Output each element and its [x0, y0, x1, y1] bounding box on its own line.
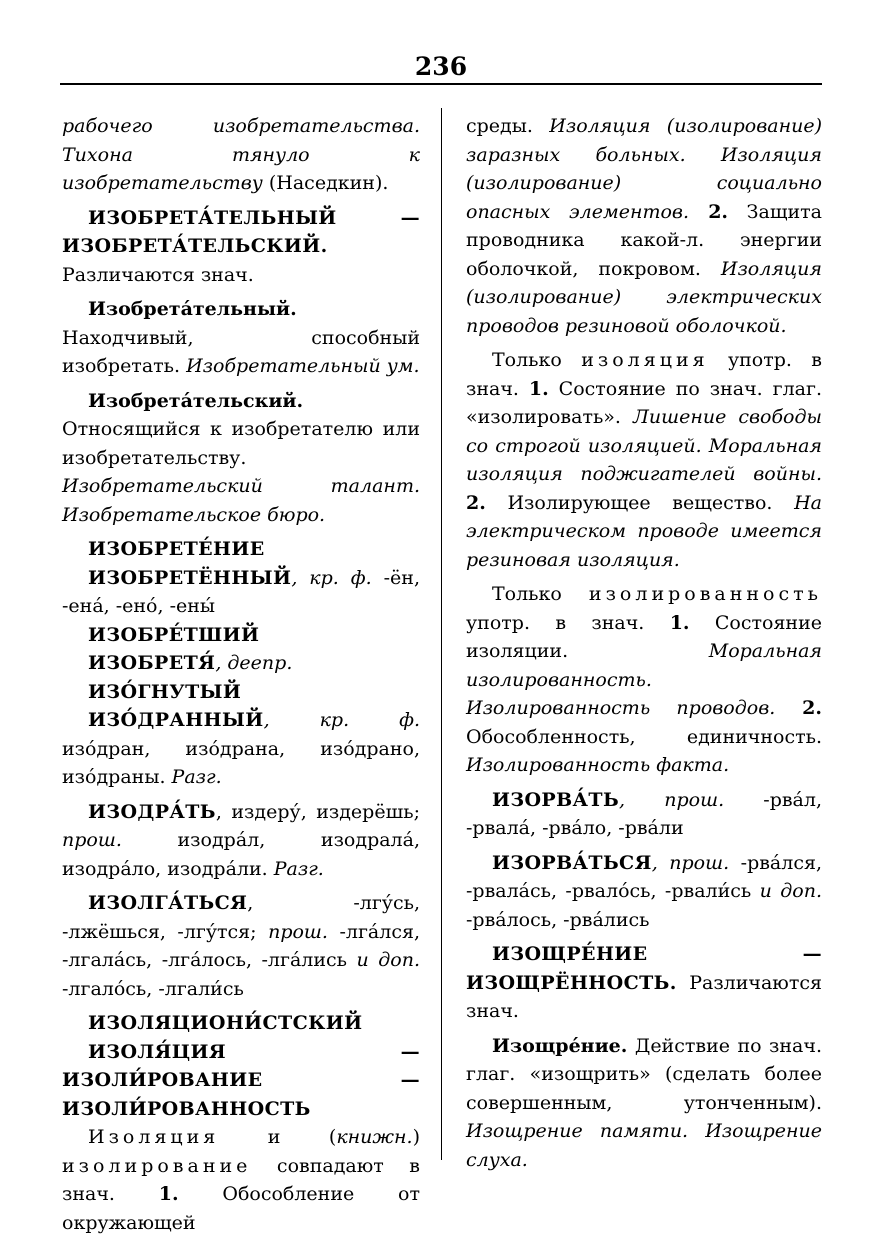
sense-number: 2. — [466, 491, 486, 514]
entry-izolgatsya — [62, 889, 420, 1003]
entry-continuation — [466, 112, 822, 340]
source-attribution: (Наседкин). — [262, 172, 389, 194]
headword: ИЗОЩРЕ́НИЕ — ИЗОЩРЁННОСТЬ. — [466, 943, 822, 994]
word-forms: -рва́лось, -рва́лись — [466, 908, 650, 931]
headword: ИЗОБРЕ́ТШИЙ — [88, 623, 260, 646]
column-divider — [441, 108, 442, 1160]
page-number: 236 — [414, 52, 468, 81]
headword: ИЗОЛЯ́ЦИЯ — ИЗОЛИ́РОВАНИЕ — ИЗОЛИ́РОВАННОСТЬ — [62, 1040, 420, 1120]
sense-word: Изощре́ние. — [492, 1034, 628, 1057]
example-text: Изощрение памяти. Изощрение слуха. — [466, 1120, 822, 1171]
definition: Состояние изоляции. — [466, 611, 823, 662]
sense-izobretatelsky — [62, 387, 420, 530]
definition: Защита проводника какой-л. энергии оболочкой, покровом. — [466, 200, 822, 280]
definition: Обособленность, единичность. — [466, 725, 822, 748]
grammar-note: , кр. ф. — [291, 566, 372, 589]
example-text: На электрическом проводе имеется резиновая изоляция. — [466, 491, 822, 571]
entry-izognuty — [62, 678, 420, 707]
grammar-note: , прош. — [619, 788, 725, 811]
word-forms: -лга́лся, -лгала́сь, -лга́лось, -лга́лись — [62, 920, 420, 971]
word-forms: изо́дран, изо́драна, изо́драно, изо́драны. — [62, 737, 420, 788]
spaced-word: Изоляция — [88, 1126, 220, 1148]
definition: среды. — [466, 115, 550, 137]
entry-izolyatsionistsky — [62, 1009, 420, 1038]
entry-izobretshy — [62, 621, 420, 650]
sense-word: Изобрета́тельный. — [88, 298, 297, 320]
grammar-note: , кр. ф. — [263, 709, 420, 731]
entry-continuation — [62, 112, 420, 198]
example-text: Лишение свободы со строгой изоляцией. Моральная изоляция поджигателей войны. — [466, 406, 823, 485]
entry-izolyatsiya-body: Изоляция и (книжн.) изолирование совпадают в знач. 1. Обособление от окружающей — [62, 1126, 420, 1234]
right-column — [466, 112, 822, 1174]
word-forms: изодра́л, изодрала́, изодра́ло, изодра́ли. — [62, 829, 420, 880]
grammar-note: и доп. — [356, 949, 420, 971]
spaced-word: изоляция — [581, 349, 709, 371]
headword: ИЗОРВА́ТЬ — [492, 788, 620, 811]
word-forms: , -лгу́сь, -лжёшься, -лгу́тся; — [62, 892, 420, 943]
definition: Действие по знач. глаг. «изощрить» (сделать более совершенным, утонченным). — [466, 1034, 822, 1114]
grammar-note: и доп. — [759, 880, 822, 902]
headword: ИЗОЛГА́ТЬСЯ — [88, 892, 248, 914]
usage-izolirovannost: Только изолированность употр. в знач. 1. Состояние изоляции. Моральная изолированность. Изолированность проводов. 2. Обособленность, единичность. Изолированность факта. — [466, 583, 823, 776]
header-rule — [60, 83, 822, 85]
grammar-note: , прош. — [651, 851, 730, 874]
sense-izoshchrenie — [466, 1032, 822, 1175]
headword: ИЗОДРА́ТЬ — [88, 800, 216, 823]
entry-izobretenie — [62, 535, 420, 564]
definition: Различаются знач. — [62, 263, 254, 286]
grammar-note: , деепр. — [215, 652, 293, 674]
entry-izorvatsya — [466, 849, 822, 935]
definition: Состояние по знач. глаг. «изолировать». — [466, 377, 822, 428]
entry-izobretatelny-pair — [62, 204, 420, 290]
definition: Относящийся к изобретателю или изобретательству. — [62, 418, 420, 469]
grammar-note: книжн. — [336, 1126, 413, 1148]
headword: ИЗОБРЕТА́ТЕЛЬНЫЙ — ИЗОБРЕТА́ТЕЛЬСКИЙ. — [62, 206, 420, 257]
grammar-note: прош. — [268, 920, 328, 943]
word-forms: , издеру́, издерёшь; — [215, 800, 420, 823]
definition: употр. в знач. — [466, 611, 670, 634]
left-column — [62, 112, 420, 1237]
spaced-word: изолирование — [62, 1154, 252, 1177]
word-forms: -рва́л, -рвала́, -рва́ло, -рва́ли — [466, 788, 822, 839]
entry-izoshchrenie-pair — [466, 940, 822, 1026]
entry-izolyatsiya-group — [62, 1038, 420, 1124]
style-label: Разг. — [171, 766, 222, 788]
definition: совпадают в знач. — [62, 1154, 420, 1205]
sense-number: 1. — [669, 611, 690, 634]
example-text: Изоляция (изолирование) заразных больных. Изоляция (изолирование) социально опасных элементов. — [466, 115, 822, 223]
example-text: Изобретательский талант. Изобретательское бюро. — [62, 475, 420, 526]
spaced-word: изолированность — [588, 583, 822, 605]
example-text: Изоляция (изолирование) электрических проводов резиновой оболочкой. — [466, 257, 822, 337]
headword: ИЗОБРЕТЁННЫЙ — [88, 566, 292, 589]
sense-number: 2. — [689, 200, 729, 223]
definition: Различаются знач. — [466, 971, 822, 1022]
headword: ИЗОРВА́ТЬСЯ — [492, 851, 652, 874]
example-text: Изобретательный ум. — [186, 355, 420, 377]
word-forms: -рва́лся, -рвала́сь, -рвало́сь, -рвали́сь — [466, 851, 822, 902]
entry-izodrat — [62, 798, 420, 884]
definition: употр. в знач. — [466, 349, 822, 400]
headword: ИЗО́ДРАННЫЙ — [88, 709, 264, 731]
grammar-note: прош. — [62, 829, 122, 851]
headword: ИЗОБРЕТЕ́НИЕ — [88, 538, 265, 560]
headword: ИЗОБРЕТЯ́ — [88, 652, 216, 674]
sense-number: 2. — [775, 697, 823, 719]
entry-izobretenny — [62, 564, 420, 621]
definition: Изолирующее вещество. — [485, 491, 795, 514]
usage-izolyatsiya: Только изоляция употр. в знач. 1. Состояние по знач. глаг. «изолировать». Лишение свободы со строгой изоляцией. Моральная изоляция поджигателей войны. 2. Изолирующее вещество. На электрическом проводе имеется резиновая изоляция. — [466, 349, 823, 571]
headword: ИЗОЛЯЦИОНИ́СТСКИЙ — [88, 1012, 363, 1034]
sense-word: Изобрета́тельский. — [88, 389, 304, 412]
word-forms: -ён, -ена́, -ено́, -ены́ — [62, 566, 420, 617]
entry-izobretya — [62, 649, 420, 678]
sense-number: 1. — [528, 377, 549, 400]
example-text: рабочего изобретательства. Тихона тянуло к изобретательству — [62, 115, 420, 194]
sense-izobretatelny — [62, 295, 420, 381]
word-forms: -лгало́сь, -лгали́сь — [62, 977, 244, 1000]
entry-izorvat — [466, 786, 822, 843]
example-text: Изолированность факта. — [466, 754, 730, 776]
definition: Обособление от окружающей — [62, 1183, 420, 1234]
headword: ИЗО́ГНУТЫЙ — [88, 680, 242, 703]
style-label: Разг. — [273, 857, 324, 880]
sense-number: 1. — [158, 1183, 179, 1205]
definition: Находчивый, способный изобретать. — [62, 326, 420, 377]
entry-izodranny — [62, 706, 420, 792]
example-text: Моральная изолированность. Изолированность проводов. — [466, 640, 822, 719]
